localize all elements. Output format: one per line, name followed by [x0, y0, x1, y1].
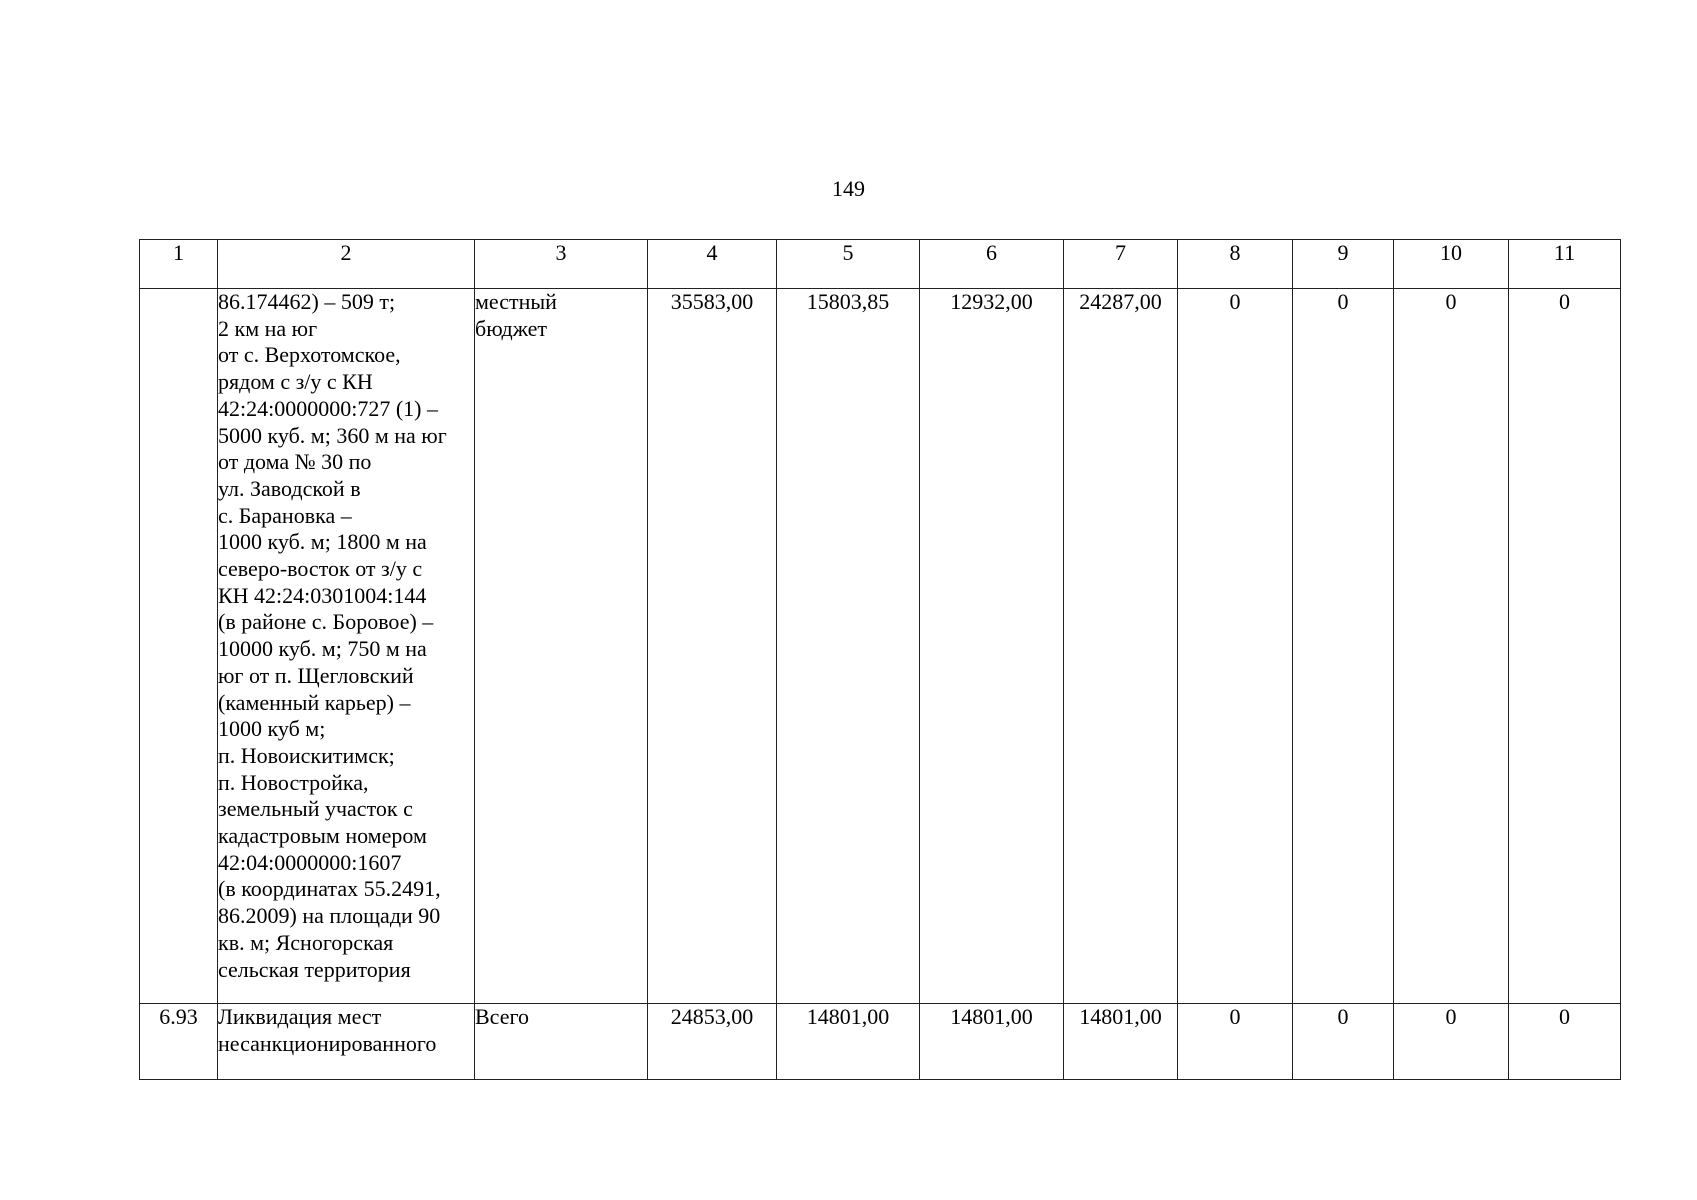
table-row: [140, 289, 1621, 1004]
value-cell: 0: [1509, 1004, 1621, 1080]
column-header: 2: [218, 240, 475, 289]
funding-source-cell: Всего: [475, 1004, 648, 1080]
row-number-cell: 6.93: [140, 1004, 218, 1080]
value-cell: 15803,85: [777, 289, 920, 1004]
value-cell: 0: [1178, 1004, 1293, 1080]
column-header: 4: [648, 240, 777, 289]
row-number-cell: [140, 289, 218, 1004]
value-cell: 14801,00: [1064, 1004, 1178, 1080]
column-header: 8: [1178, 240, 1293, 289]
column-header: 6: [920, 240, 1064, 289]
funding-source-cell: местный бюджет: [475, 289, 648, 1004]
table-row: [140, 1004, 1621, 1080]
column-header: 9: [1293, 240, 1394, 289]
column-header: 1: [140, 240, 218, 289]
value-cell: 0: [1509, 289, 1621, 1004]
value-cell: 24853,00: [648, 1004, 777, 1080]
value-cell: 0: [1293, 1004, 1394, 1080]
value-cell: 35583,00: [648, 289, 777, 1004]
column-header: 11: [1509, 240, 1621, 289]
page-number: 149: [832, 176, 865, 201]
column-header: 10: [1394, 240, 1509, 289]
value-cell: 24287,00: [1064, 289, 1178, 1004]
column-header: 7: [1064, 240, 1178, 289]
column-header: 5: [777, 240, 920, 289]
description-cell: Ликвидация мест несанкционированного: [218, 1004, 475, 1080]
value-cell: 0: [1394, 289, 1509, 1004]
description-cell: 86.174462) – 509 т; 2 км на юг от с. Верхотомское, рядом с з/у с КН 42:24:0000000:727 (1) – 5000 куб. м; 360 м на юг от дома № 30 по ул. Заводской в с. Барановка – 1000 куб. м; 1800 м на северо-восток от з/у с КН 42:24:0301004:144 (в районе с. Боровое) – 10000 куб. м; 750 м на юг от п. Щегловский (каменный карьер) – 1000 куб м; п. Новоискитимск; п. Новостройка, земельный участок с кадастровым номером 42:04:0000000:1607 (в координатах 55.2491, 86.2009) на площади 90 кв. м; Ясногорская сельская территория: [218, 289, 475, 1004]
table-header-row: [140, 240, 1621, 289]
value-cell: 0: [1394, 1004, 1509, 1080]
value-cell: 0: [1178, 289, 1293, 1004]
value-cell: 14801,00: [920, 1004, 1064, 1080]
budget-table: [139, 239, 1621, 1080]
column-header: 3: [475, 240, 648, 289]
value-cell: 12932,00: [920, 289, 1064, 1004]
value-cell: 14801,00: [777, 1004, 920, 1080]
value-cell: 0: [1293, 289, 1394, 1004]
